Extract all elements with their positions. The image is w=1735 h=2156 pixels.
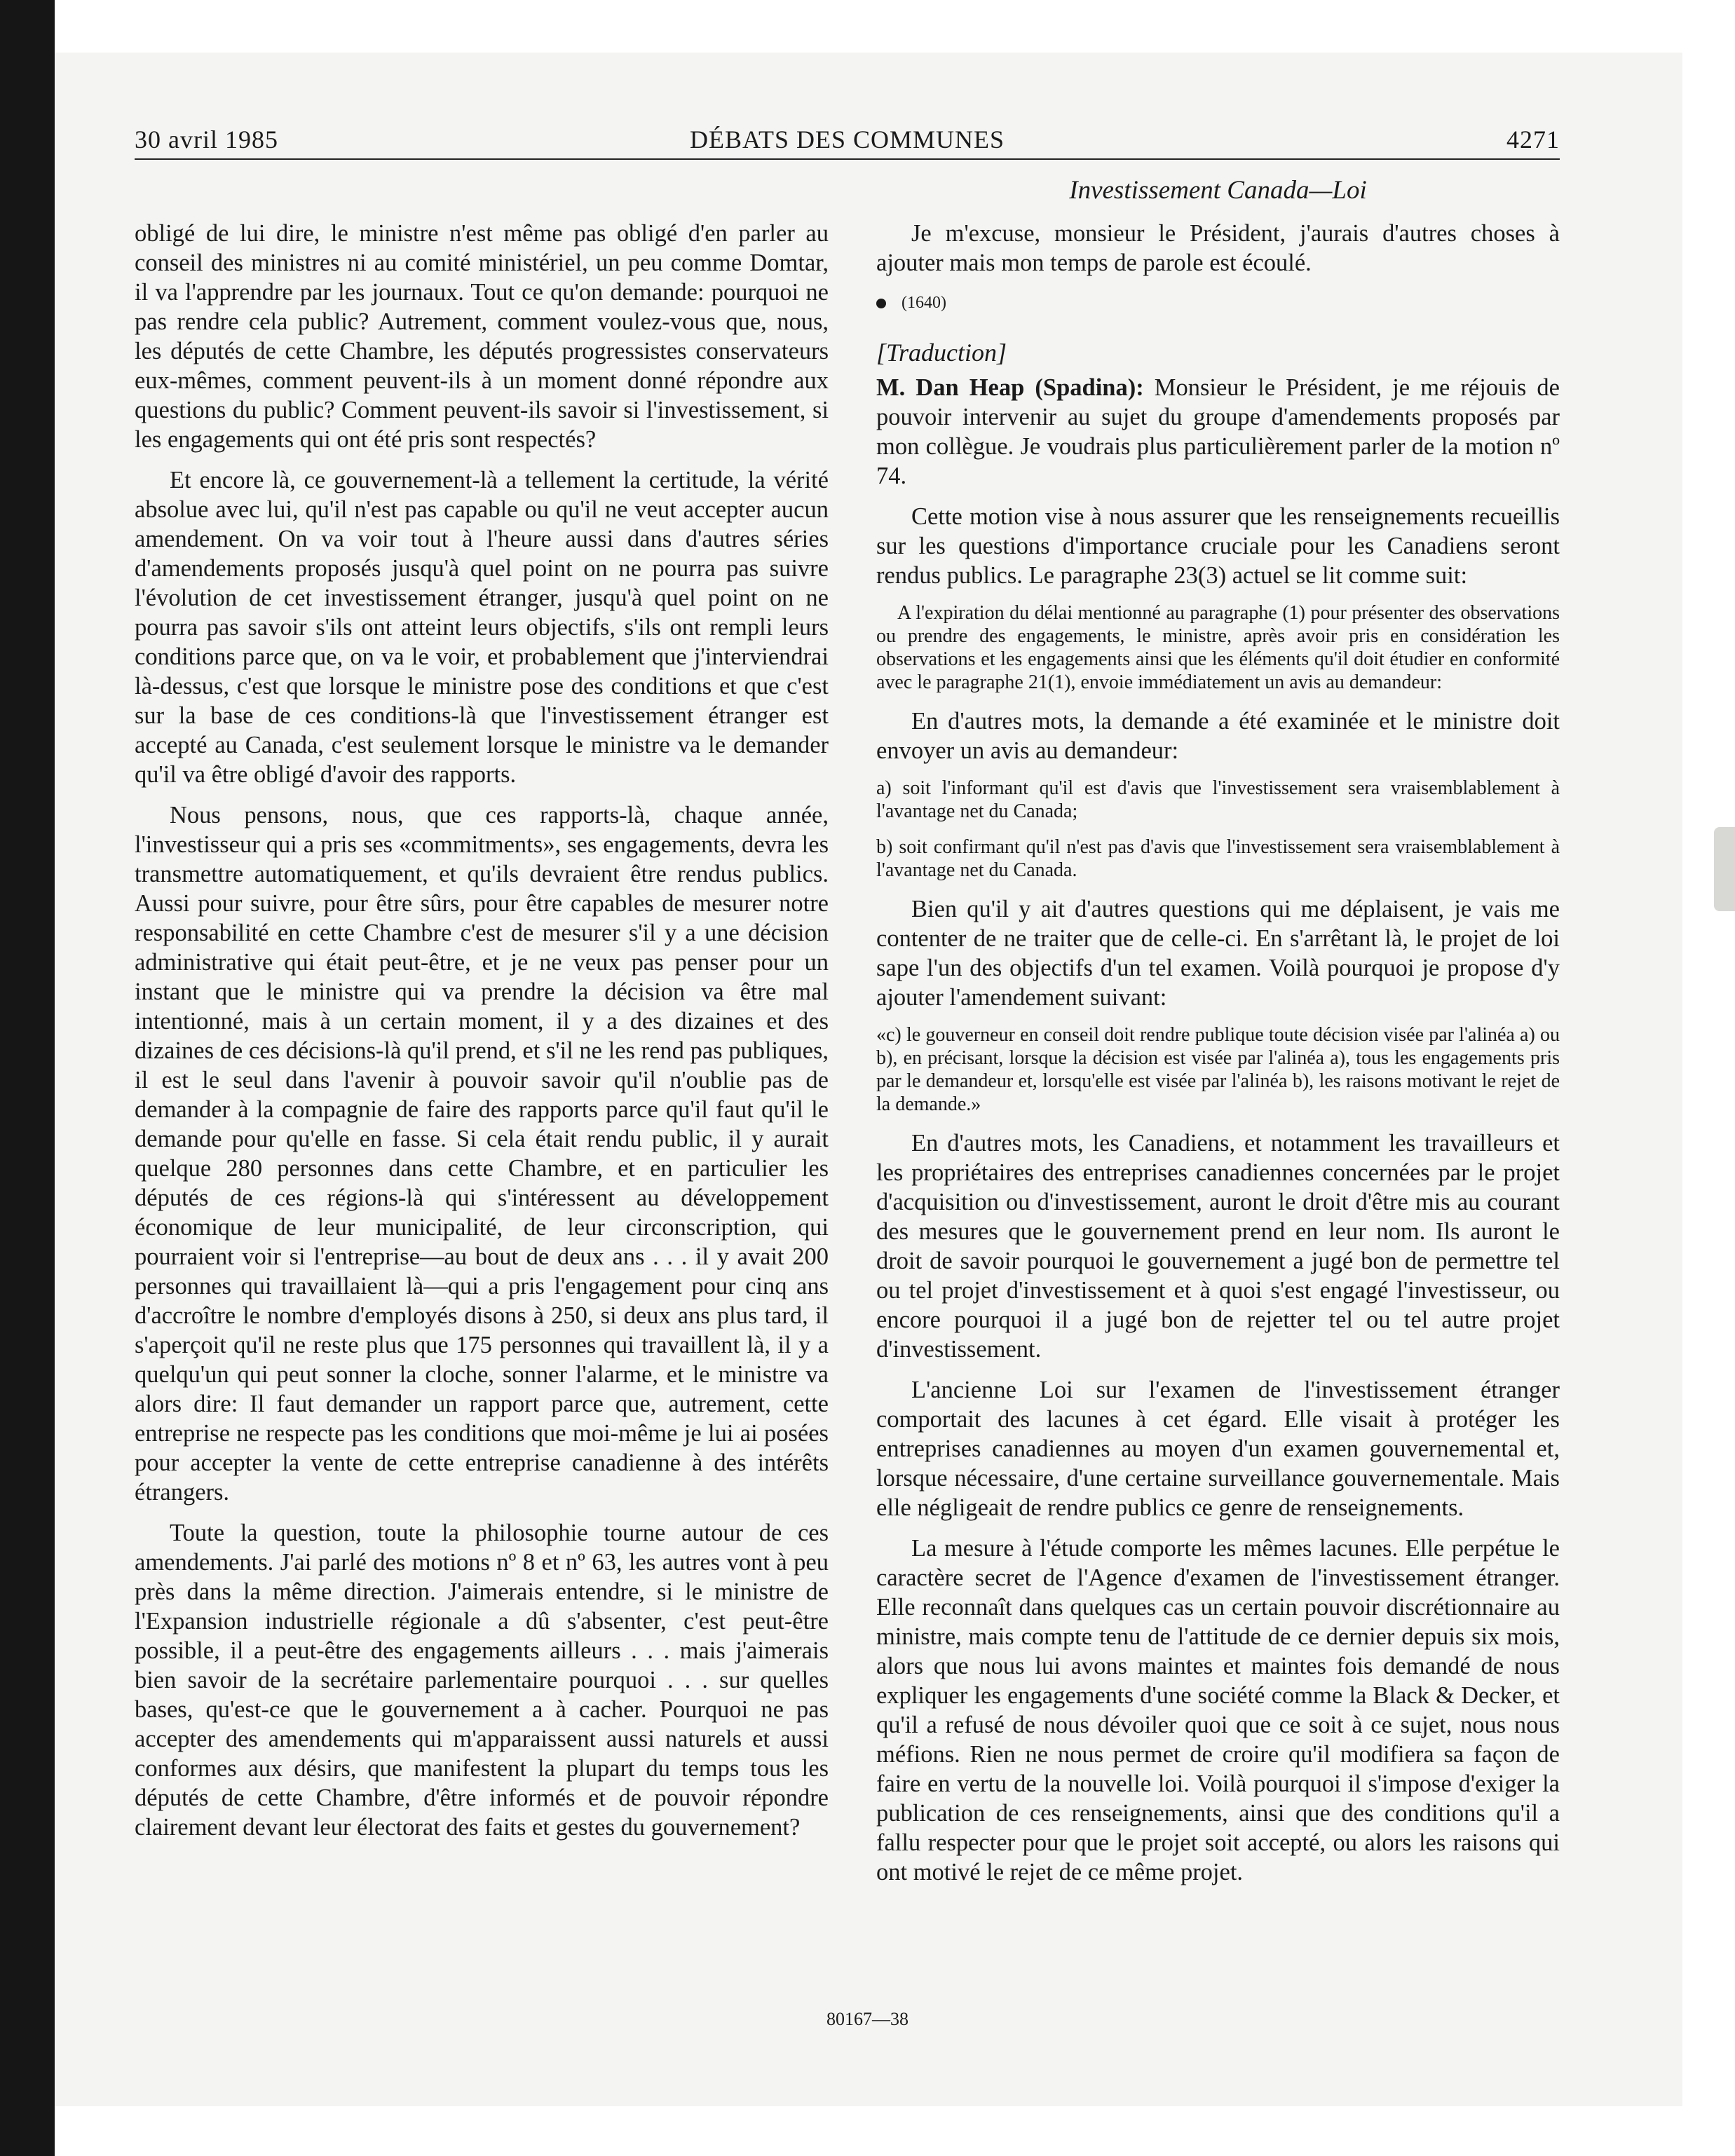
page-footer: 80167—38 — [826, 2009, 909, 2029]
time-mark — [876, 289, 1560, 317]
speaker-name: M. Dan Heap (Spadina): — [876, 374, 1144, 401]
running-head: Investissement Canada—Loi — [1069, 176, 1367, 205]
right-paragraph-8: La mesure à l'étude comporte les mêmes lacunes. Elle perpétue le caractère secret de l'Agence d'examen de l'investissement étranger. Elle reconnaît dans quelques cas un certain pouvoir discrétionnaire au ministre, mais compte tenu de l'attitude de ce dernier depuis six mois, alors que nous lui avons maintes et maintes fois demandé de nous expliquer les engagements d'une société comme la Black & Decker, et qu'il a refusé de nous dévoiler quoi que ce soit à ce sujet, nous nous méfions. Rien ne nous permet de croire qu'il modifiera sa façon de faire en vertu de la nouvelle loi. Voilà pourquoi il s'impose d'exiger la publication de ces renseignements, ainsi que des conditions qu'il a fallu respecter pour que le projet soit accepté, ou alors les raisons qui ont motivé le rejet de ce même projet. — [876, 1535, 1560, 1885]
left-paragraph-1: obligé de lui dire, le ministre n'est même pas obligé d'en parler au conseil des ministres ni au comité ministériel, un peu comme Domtar, il va l'apprendre par les journaux. Tout ce qu'on demande: pourquoi ne pas rendre cela public? Autrement, comment voulez-vous que, nous, les députés de cette Chambre, les députés progressistes conservateurs eux-mêmes, comment peuvent-ils à un moment donné répondre aux questions du public? Comment peuvent-ils savoir si l'investissement, si les engagements qui ont été pris sont respectés? — [135, 220, 829, 453]
left-column — [135, 219, 829, 1853]
quote-23-3: A l'expiration du délai mentionné au paragraphe (1) pour présenter des observations ou prendre des engagements, le ministre, après avoir pris en considération les observations et les engagements ainsi que les éléments qu'il doit étudier en conformité avec le paragraphe 21(1), envoie immédiatement un avis au demandeur: — [876, 602, 1560, 693]
right-paragraph-6: En d'autres mots, les Canadiens, et notamment les travailleurs et les propriétaires des entreprises canadiennes concernées par le projet d'acquisition ou d'investissement, auront le droit d'être mis au courant des mesures que le gouvernement prend en leur nom. Ils auront le droit de savoir pourquoi le gouvernement a jugé bon de permettre tel ou tel projet d'investissement et à quoi s'est engagé l'investisseur, ou encore pourquoi il a jugé bon de rejetter tel ou tel autre projet d'investissement. — [876, 1130, 1560, 1363]
page-header — [135, 125, 1560, 160]
time-mark-text: (1640) — [901, 294, 946, 312]
speaker-paragraph — [876, 373, 1560, 491]
header-date: 30 avril 1985 — [135, 125, 278, 153]
quote-amendment-c: «c) le gouverneur en conseil doit rendre publique toute décision visée par l'alinéa a) ou b), en précisant, lorsque la décision est visée par l'alinéa a), tous les engagements pris par le demandeur et, lorsqu'elle est visée par l'alinéa b), les raisons motivant le rejet de la demande.» — [876, 1024, 1560, 1115]
scan-border — [0, 0, 55, 2156]
quote-item-a: a) soit l'informant qu'il est d'avis que l'investissement sera vraisemblablement à l'avantage net du Canada; — [876, 777, 1560, 822]
scan-artifact — [1714, 827, 1735, 911]
header-rule — [135, 158, 1560, 160]
right-paragraph-4: En d'autres mots, la demande a été examinée et le ministre doit envoyer un avis au demandeur: — [876, 708, 1560, 764]
left-paragraph-4: Toute la question, toute la philosophie tourne autour de ces amendements. J'ai parlé des motions nº 8 et nº 63, les autres vont à peu près dans la même direction. J'aimerais entendre, si le ministre de l'Expansion industrielle régionale a dû s'absenter, c'est peut-être possible, il a peut-être des engagements ailleurs . . . mais j'aimerais bien savoir de la secrétaire parlementaire pourquoi . . . sur quelles bases, qu'est-ce que le gouvernement a à cacher. Pourquoi ne pas accepter des amendements qui m'apparaissent aussi naturels et aussi conformes aux désirs, que manifestent la plupart du temps tous les députés de cette Chambre, d'être informés et de pouvoir répondre clairement devant leur électorat des faits et gestes du gouvernement? — [135, 1520, 829, 1841]
left-paragraph-2: Et encore là, ce gouvernement-là a tellement la certitude, la vérité absolue avec lui, qu'il n'est pas capable ou qu'il ne veut accepter aucun amendement. On va voir tout à l'heure aussi dans d'autres séries d'amendements proposés jusqu'à quel point on ne pourra pas suivre l'évolution de cet investissement étranger, jusqu'à quel point on ne pourra pas savoir s'ils ont atteint leurs objectifs, s'ils ont rempli leurs conditions parce que, on va le voir, et probablement que j'interviendrai là-dessus, c'est que lorsque le ministre pose des conditions et que c'est sur la base de ces conditions-là que l'investissement étranger est accepté au Canada, c'est seulement lorsque le ministre va le demander qu'il va être obligé d'avoir des rapports. — [135, 467, 829, 788]
right-paragraph-7: L'ancienne Loi sur l'examen de l'investissement étranger comportait des lacunes à cet égard. Elle visait à protéger les entreprises canadiennes au moyen d'un examen gouvernemental et, lorsque nécessaire, d'une certaine surveillance gouvernementale. Mais elle négligeait de rendre publics ce genre de renseignements. — [876, 1377, 1560, 1521]
right-paragraph-1: Je m'excuse, monsieur le Président, j'aurais d'autres choses à ajouter mais mon temps de parole est écoulé. — [876, 220, 1560, 276]
quote-item-b: b) soit confirmant qu'il n'est pas d'avis que l'investissement sera vraisemblablement à l'avantage net du Canada. — [876, 836, 1560, 881]
speaker-text: Monsieur le Président, je me réjouis de pouvoir intervenir au sujet du groupe d'amendements proposés par mon collègue. Je voudrais plus particulièrement parler de la motion nº 74. — [876, 374, 1560, 489]
right-column — [876, 219, 1560, 1898]
translation-tag: [Traduction] — [876, 339, 1007, 367]
header-publication: DÉBATS DES COMMUNES — [689, 125, 1005, 153]
header-page-number: 4271 — [1506, 125, 1560, 153]
right-paragraph-5: Bien qu'il y ait d'autres questions qui me déplaisent, je vais me contenter de ne traiter que de celle-ci. En s'arrêtant là, le projet de loi sape l'un des objectifs d'un tel examen. Voilà pourquoi je propose d'y ajouter l'amendement suivant: — [876, 896, 1560, 1011]
bullet-icon — [876, 299, 886, 308]
right-paragraph-3: Cette motion vise à nous assurer que les renseignements recueillis sur les questions d'importance cruciale pour les Canadiens seront rendus publics. Le paragraphe 23(3) actuel se lit comme suit: — [876, 503, 1560, 589]
left-paragraph-3: Nous pensons, nous, que ces rapports-là, chaque année, l'investisseur qui a pris ses «commitments», ses engagements, devra les transmettre automatiquement, et qu'ils devraient être rendus publics. Aussi pour suivre, pour être sûrs, pour être capables de mesurer notre responsabilité en cette Chambre c'est de mesurer s'il y a une décision administrative qui était peut-être, et je ne veux pas penser pour un instant que le ministre qui va prendre la décision va être mal intentionné, mais à un certain moment, il y a des dizaines et des dizaines de ces décisions-là qu'il prend, et s'il ne les rend pas publiques, il est le seul dans l'avenir à pouvoir savoir qu'il n'oublie pas de demander à la compagnie de faire des rapports parce qu'il faut qu'il le demande pour qu'elle en fasse. Si cela était rendu public, il y aurait quelque 280 personnes dans cette Chambre, et en particulier les députés de ces régions-là qui s'intéressent au développement économique de leur municipalité, de leur circonscription, qui pourraient voir si l'entreprise—au bout de deux ans . . . il y avait 200 personnes qui travaillaient là—qui a pris l'engagement pour cinq ans d'accroître le nombre d'employés disons à 250, si deux ans plus tard, il s'aperçoit qu'il ne reste plus que 175 personnes qui travaillent là, il y a quelqu'un qui peut sonner la cloche, sonner l'alarme, et le ministre va alors dire: Il faut demander un rapport parce que, autrement, cette entreprise ne respecte pas les conditions que moi-même je lui ai posées pour accepter la vente de cette entreprise canadienne à des intérêts étrangers. — [135, 802, 829, 1506]
